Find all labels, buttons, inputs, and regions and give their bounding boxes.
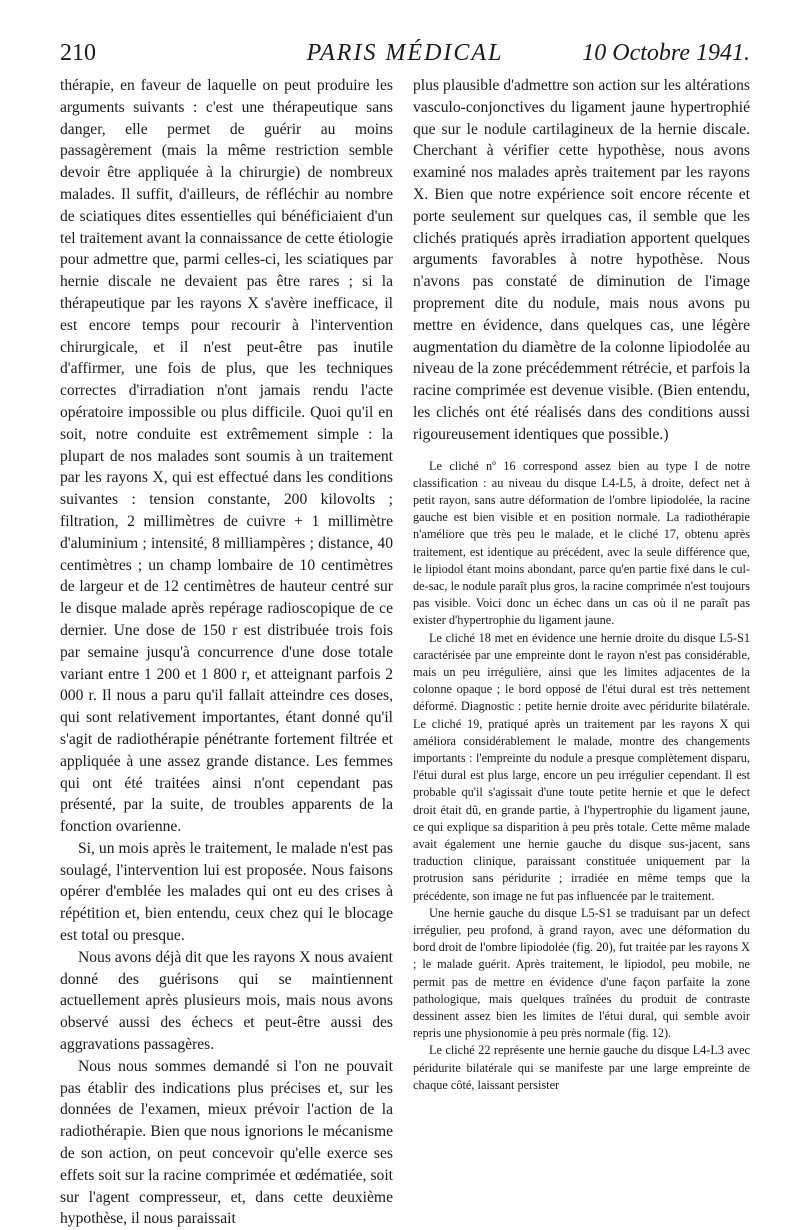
paragraph: Si, un mois après le traitement, le malade n'est pas soulagé, l'intervention lui est proposée. Nous faisons opérer d'emblée les malades qui ont eu des crises à répétition et, bien entendu, ceux chez qui le blocage est total ou presque. <box>60 839 393 945</box>
paragraph: plus plausible d'admettre son action sur les altérations vasculo-conjonctives du ligament jaune hypertrophié que sur le nodule cartilagineux de la hernie discale. Cherchant à vérifier cette hypothèse, nous avons examiné nos malades après traitement par les rayons X. Bien que notre expérience soit encore récente et porte seulement sur quelques cas, il semble que les clichés pratiqués après irradiation apportent quelques arguments favorables à notre hypothèse. Nous n'avons pas constaté de diminution de l'image proprement dite du nodule, mais nous avons pu mettre en évidence, dans quelques cas, une légère augmentation du diamètre de la colonne lipiodolée au niveau de la zone précédemment rétrécie, et parfois la racine comprimée est devenue visible. (Bien entendu, les clichés ont été réalisés dans des conditions aussi rigoureusement identiques que possible.) <box>413 77 750 443</box>
case-notes <box>413 458 750 1095</box>
journal-title: PARIS MÉDICAL <box>306 40 504 66</box>
case-paragraph: Le cliché 18 met en évidence une hernie droite du disque L5-S1 caractérisée par une empreinte dont le rayon n'est pas considérable, mais un peu irrégulière, ainsi que les limites adjacentes de la colonne opaque ; le bord opposé de l'étui dural est très nettement déformé. Diagnostic : petite hernie droite avec péridurite bilatérale. Le cliché 19, pratiqué après un traitement par les rayons X qui améliora considérablement le malade, montre des changements importants : l'empreinte du nodule a presque complètement disparu, l'étui dural est plus large, encore un peu irrégulier cependant. Il est probable qu'il s'agissait d'une toute petite hernie et que le defect droit était dû, en grande partie, à l'hypertrophie du ligament jaune, ce qui explique sa disparition à peu près totale. Cette même malade avait également une hernie gauche du disque sus-jacent, sans traduction clinique, paraissant constituée uniquement par la protrusion sans péridurite ; irradiée en même temps que la précédente, son image ne fut pas influencée par le traitement. <box>413 630 750 903</box>
case-paragraph: Le cliché 22 représente une hernie gauche du disque L4-L3 avec péridurite bilatérale qui se manifeste par une large empreinte de chaque côté, laissant persister <box>413 1043 750 1092</box>
issue-date: 10 Octobre 1941. <box>582 40 750 66</box>
case-paragraph: Une hernie gauche du disque L5-S1 se traduisant par un defect irrégulier, peu profond, à grand rayon, avec une déformation du bord droit de l'ombre lipiodolée (fig. 20), fut traitée par les rayons X ; le malade guérit. Après traitement, le lipiodol, peu mobile, ne permit pas de mettre en évidence d'une façon parfaite la zone pathologique, mais quelques traînées du produit de contraste dessinent assez bien les limites de l'étui dural, qui semble avoir repris une physionomie à peu près normale (fig. 12). <box>413 905 750 1041</box>
left-column <box>60 75 393 1230</box>
case-paragraph: Le cliché nº 16 correspond assez bien au type I de notre classification : au niveau du disque L4-L5, à droite, defect net à petit rayon, sans autre déformation de l'ombre lipiodolée, la racine gauche est bien visible et en position normale. La radiothérapie n'améliore que très peu le malade, et le cliché 17, obtenu après traitement, est identique au précédent, avec la seule différence que, le lipiodol étant moins abondant, parce qu'en partie fixé dans le cul-de-sac, le nodule paraît plus gros, la racine comprimée n'est toujours pas visible. Voici donc un échec dans un cas où il ne paraît pas exister d'hypertrophie du ligament jaune. <box>413 458 750 628</box>
page-header <box>60 40 750 70</box>
right-column <box>413 75 750 1094</box>
page-number: 210 <box>60 40 96 66</box>
paragraph: Nous avons déjà dit que les rayons X nous avaient donné des guérisons qui se maintiennent actuellement après plusieurs mois, mais nous avons observé aussi des échecs et peut-être aussi des aggravations passagères. <box>60 948 393 1054</box>
paragraph: thérapie, en faveur de laquelle on peut produire les arguments suivants : c'est une thérapeutique sans danger, elle permet de guérir au moins passagèrement (mais la même restriction semble devoir être appliquée à la chirurgie) de nombreux malades. Il suffit, d'ailleurs, de réfléchir au nombre de sciatiques dites essentielles qui bénéficiaient d'un tel traitement avant la connaissance de cette étiologie pour admettre que, parmi celles-ci, les sciatiques par hernie discale ne devaient pas être rares ; si la thérapeutique par les rayons X s'avère inefficace, il est encore temps pour recourir à l'intervention chirurgicale, et il n'est peut-être pas inutile d'affirmer, une fois de plus, que les techniques correctes d'irradiation n'ont jamais rendu l'acte opératoire impossible ou plus difficile. Quoi qu'il en soit, notre conduite est extrêmement simple : la plupart de nos malades sont soumis à un traitement par les rayons X, qui est effectué dans les conditions suivantes : tension constante, 200 kilovolts ; filtration, 2 millimètres de cuivre + 1 millimètre d'aluminium ; intensité, 8 milliampères ; distance, 40 centimètres ; un champ lombaire de 10 centimètres de largeur et de 12 centimètres de hauteur centré sur le disque malade après repérage radioscopique de ce dernier. Une dose de 150 r est distribuée trois fois par semaine jusqu'à concurrence d'une dose totale variant entre 1 200 et 1 800 r, et atteignant parfois 2 000 r. Il nous a paru qu'il fallait atteindre ces doses, qui sont relativement importantes, étant donné qu'il s'agit de radiothérapie pénétrante fortement filtrée et appliquée à une assez grande distance. Les femmes qui ont été traitées ainsi n'ont cependant pas présenté, par la suite, de troubles apparents de la fonction ovarienne. <box>60 77 393 836</box>
paragraph: Nous nous sommes demandé si l'on ne pouvait pas établir des indications plus précises et, sur les données de l'examen, mieux prévoir l'action de la radiothérapie. Bien que nous ignorions le mécanisme de son action, on peut concevoir qu'elle exerce ses effets soit sur la racine comprimée et œdématiée, soit sur l'agent compresseur, et, dans cette deuxième hypothèse, il nous paraissait <box>60 1057 393 1228</box>
